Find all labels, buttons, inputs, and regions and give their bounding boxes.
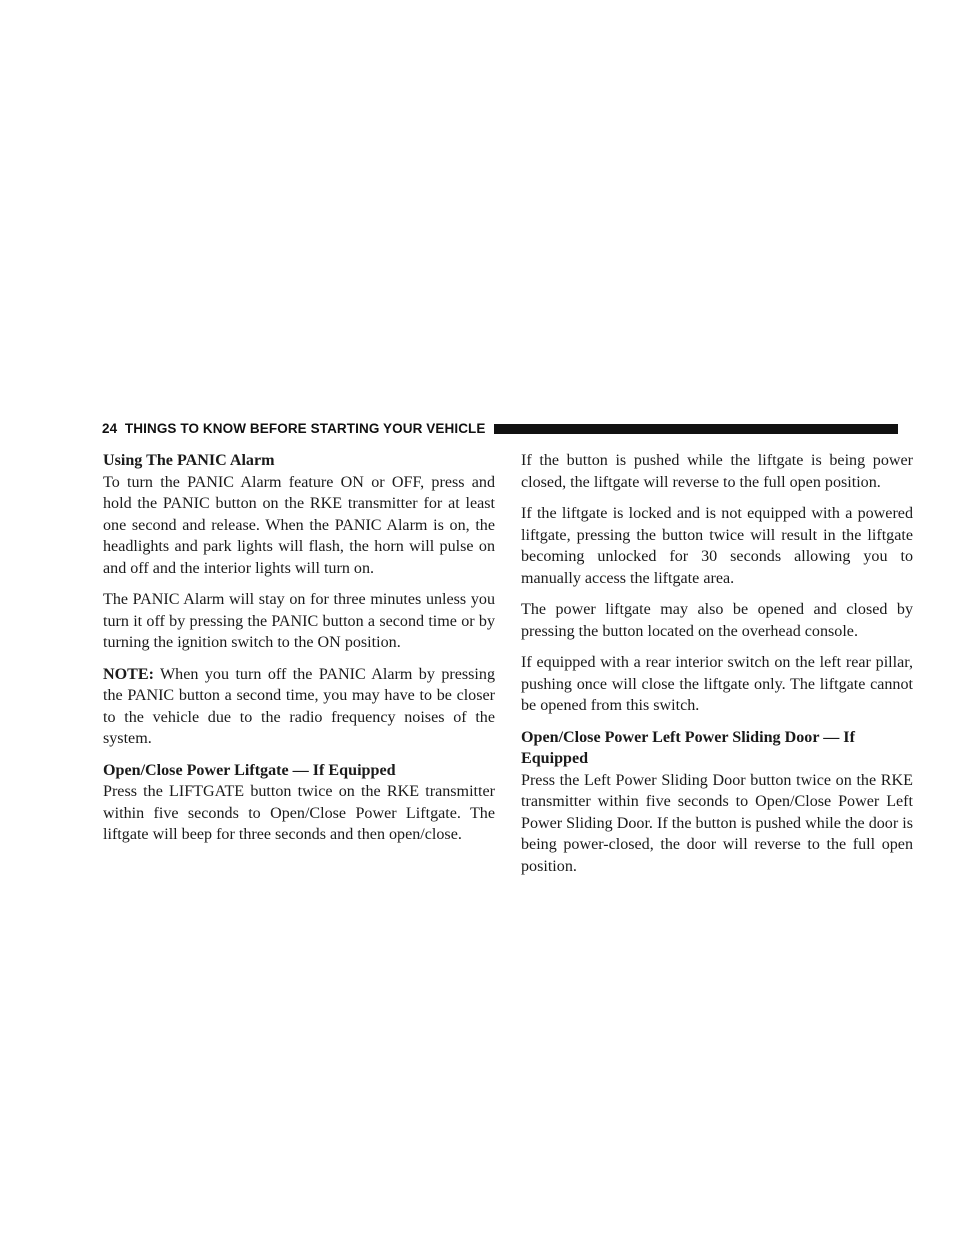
paragraph-liftgate-locked: If the liftgate is locked and is not equipped with a powered liftgate, pressing the button twice will result in the liftgate becoming unlocked for 30 seconds allowing you to manually access the liftgate area. (521, 505, 913, 587)
note-text: When you turn off the PANIC Alarm by pressing the PANIC button a second time, you may have to be closer to the vehicle due to the radio frequency noises of the system. (103, 665, 495, 747)
paragraph-sliding-door: Press the Left Power Sliding Door button twice on the RKE transmitter within five seconds to Open/Close Power Left Power Sliding Door. If the button is pushed while the door is being power-closed, the door will reverse to the full open position. (521, 771, 913, 875)
note-paragraph (103, 664, 495, 750)
section-title: THINGS TO KNOW BEFORE STARTING YOUR VEHICLE (124, 420, 486, 436)
heading-panic-alarm: Using The PANIC Alarm (103, 452, 275, 469)
paragraph-power-liftgate: Press the LIFTGATE button twice on the RKE transmitter within five seconds to Open/Close Power Liftgate. The liftgate will beep for three seconds and then open/close. (103, 783, 495, 843)
note-label: NOTE: (103, 665, 154, 683)
heading-sliding-door: Open/Close Power Left Power Sliding Door — If Equipped (521, 728, 855, 767)
header-rule (494, 424, 899, 434)
heading-power-liftgate: Open/Close Power Liftgate — If Equipped (103, 761, 396, 779)
paragraph-rear-switch: If equipped with a rear interior switch on the left rear pillar, pushing once will close the liftgate only. The liftgate cannot be opened from this switch. (521, 654, 913, 714)
paragraph-overhead-console: The power liftgate may also be opened and closed by pressing the button located on the overhead console. (521, 601, 913, 640)
page-number: 24 (102, 420, 118, 436)
page-header (102, 416, 898, 440)
paragraph-panic-alarm-2: The PANIC Alarm will stay on for three minutes unless you turn it off by pressing the PANIC button a second time or by turning the ignition switch to the ON position. (103, 591, 495, 651)
page-header-text (102, 421, 486, 436)
right-column (521, 450, 913, 887)
paragraph-liftgate-reverse: If the button is pushed while the liftgate is being power closed, the liftgate will reverse to the full open position. (521, 452, 913, 491)
paragraph-panic-alarm-1: To turn the PANIC Alarm feature ON or OFF, press and hold the PANIC button on the RKE transmitter for at least one second and release. When the PANIC Alarm is on, the headlights and park lights will flash, the horn will pulse on and off and the interior lights will turn on. (103, 473, 495, 577)
left-column (103, 450, 495, 856)
